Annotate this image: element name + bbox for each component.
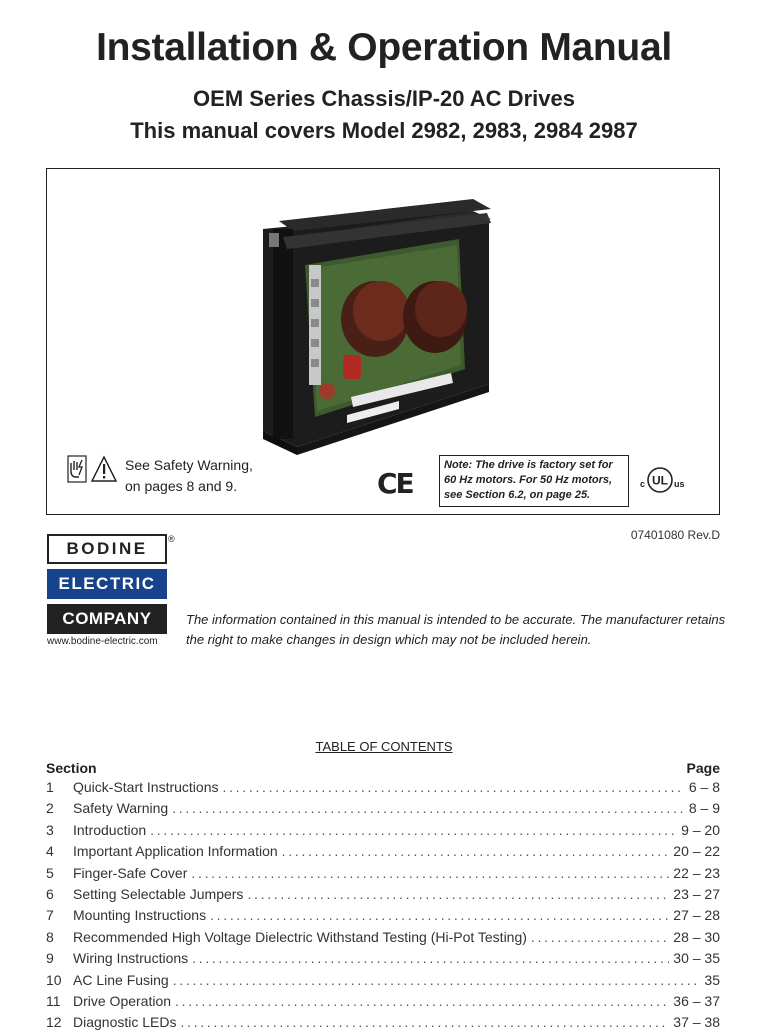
- toc-entry-title: Introduction: [73, 821, 147, 838]
- toc-leader-dots: [210, 907, 669, 923]
- toc-entry[interactable]: [46, 972, 720, 993]
- toc-entry-page: 30 – 35: [673, 950, 720, 967]
- disclaimer-text: The information contained in this manual is intended to be accurate. The manufacturer retains the right to make changes in design which may not be included herein.: [186, 612, 726, 647]
- manual-title: Installation & Operation Manual: [96, 26, 672, 69]
- toc-entry-page: 37 – 38: [673, 1014, 720, 1031]
- toc-leader-dots: [192, 950, 669, 966]
- toc-entry-title: Mounting Instructions: [73, 907, 207, 924]
- toc-entry-title: Wiring Instructions: [73, 950, 189, 967]
- toc-leader-dots: [175, 993, 669, 1009]
- ul-us-text: us: [674, 479, 685, 489]
- hand-shock-icon: [67, 455, 87, 483]
- toc-entry[interactable]: [46, 886, 720, 907]
- toc-entry[interactable]: [46, 779, 720, 800]
- toc-entry-title: Drive Operation: [73, 992, 172, 1009]
- toc-entry-page: 20 – 22: [673, 843, 720, 860]
- toc-leader-dots: [150, 822, 677, 838]
- toc-leader-dots: [173, 972, 701, 988]
- company-url[interactable]: www.bodine-electric.com: [47, 636, 158, 647]
- logo-line-2: ELECTRIC: [47, 569, 167, 599]
- toc-entry-title: Recommended High Voltage Dielectric Withstand Testing (Hi-Pot Testing): [73, 928, 527, 945]
- toc-entry[interactable]: [46, 993, 720, 1014]
- toc-list: [46, 779, 720, 1036]
- safety-warning: [67, 455, 253, 497]
- toc-entry-number: 4: [46, 843, 54, 860]
- toc-title: TABLE OF CONTENTS: [315, 739, 453, 754]
- toc-entry-page: 6 – 8: [688, 779, 720, 795]
- warning-text-1: See Safety Warning,: [125, 457, 253, 473]
- manual-models: This manual covers Model 2982, 2983, 2984 2987: [130, 118, 638, 143]
- toc-entry-page: 35: [704, 971, 720, 988]
- registered-mark: ®: [168, 534, 175, 544]
- document-number: 07401080 Rev.D: [630, 528, 720, 542]
- toc-section-header: Section: [46, 760, 97, 776]
- toc-leader-dots: [191, 865, 669, 881]
- manual-subtitle: OEM Series Chassis/IP-20 AC Drives: [193, 86, 575, 111]
- toc-entry-number: 6: [46, 885, 54, 902]
- toc-entry-number: 1: [46, 779, 54, 795]
- toc-entry-number: 7: [46, 907, 54, 924]
- bodine-logo: [47, 534, 175, 647]
- cul-us-mark: [640, 463, 694, 502]
- toc-entry-page: 28 – 30: [673, 928, 720, 945]
- warning-triangle-icon: [91, 455, 117, 483]
- frequency-note: Note: The drive is factory set for 60 Hz motors. For 50 Hz motors, see Section 6.2, on page 25.: [439, 455, 629, 507]
- toc-entry[interactable]: [46, 950, 720, 971]
- toc-entry-title: Quick-Start Instructions: [73, 779, 219, 795]
- ce-mark: CE: [377, 467, 413, 500]
- toc-leader-dots: [247, 886, 669, 902]
- toc-entry[interactable]: [46, 907, 720, 928]
- logo-line-1: BODINE: [47, 534, 167, 564]
- toc-entry-number: 3: [46, 821, 54, 838]
- toc-entry-page: 36 – 37: [673, 992, 720, 1009]
- toc-entry-title: Safety Warning: [73, 800, 169, 817]
- toc-entry-page: 8 – 9: [688, 800, 720, 817]
- toc-entry-number: 5: [46, 864, 54, 881]
- toc-page-header: Page: [686, 760, 720, 776]
- toc-entry[interactable]: [46, 929, 720, 950]
- ul-ul-text: UL: [652, 473, 668, 488]
- ul-c-text: c: [640, 479, 646, 489]
- toc-leader-dots: [282, 843, 670, 859]
- warning-text-2: on pages 8 and 9.: [125, 478, 238, 494]
- toc-entry-page: 9 – 20: [681, 821, 720, 838]
- toc-entry[interactable]: [46, 822, 720, 843]
- toc-entry-title: Finger-Safe Cover: [73, 864, 188, 881]
- toc-leader-dots: [531, 929, 669, 945]
- toc-header: [46, 760, 720, 776]
- toc-entry-number: 12: [46, 1014, 62, 1031]
- product-figure: [46, 168, 720, 515]
- toc-entry-page: 23 – 27: [673, 885, 720, 902]
- toc-entry-title: Diagnostic LEDs: [73, 1014, 177, 1031]
- toc-entry[interactable]: [46, 1014, 720, 1035]
- toc-entry-page: 22 – 23: [673, 864, 720, 881]
- logo-line-3: COMPANY: [47, 604, 167, 634]
- toc-entry-page: 27 – 28: [673, 907, 720, 924]
- toc-entry-number: 2: [46, 800, 54, 817]
- toc-entry-number: 10: [46, 971, 62, 988]
- toc-entry[interactable]: [46, 865, 720, 886]
- toc-entry[interactable]: [46, 800, 720, 821]
- toc-entry-title: AC Line Fusing: [73, 971, 169, 988]
- toc-entry[interactable]: [46, 843, 720, 864]
- toc-entry-title: Important Application Information: [73, 843, 278, 860]
- toc-entry-number: 8: [46, 928, 54, 945]
- toc-entry-title: Setting Selectable Jumpers: [73, 885, 244, 902]
- toc-leader-dots: [181, 1014, 670, 1030]
- toc-entry-number: 9: [46, 950, 54, 967]
- toc-entry-number: 11: [46, 992, 61, 1009]
- toc-leader-dots: [223, 779, 685, 795]
- toc-leader-dots: [172, 800, 685, 816]
